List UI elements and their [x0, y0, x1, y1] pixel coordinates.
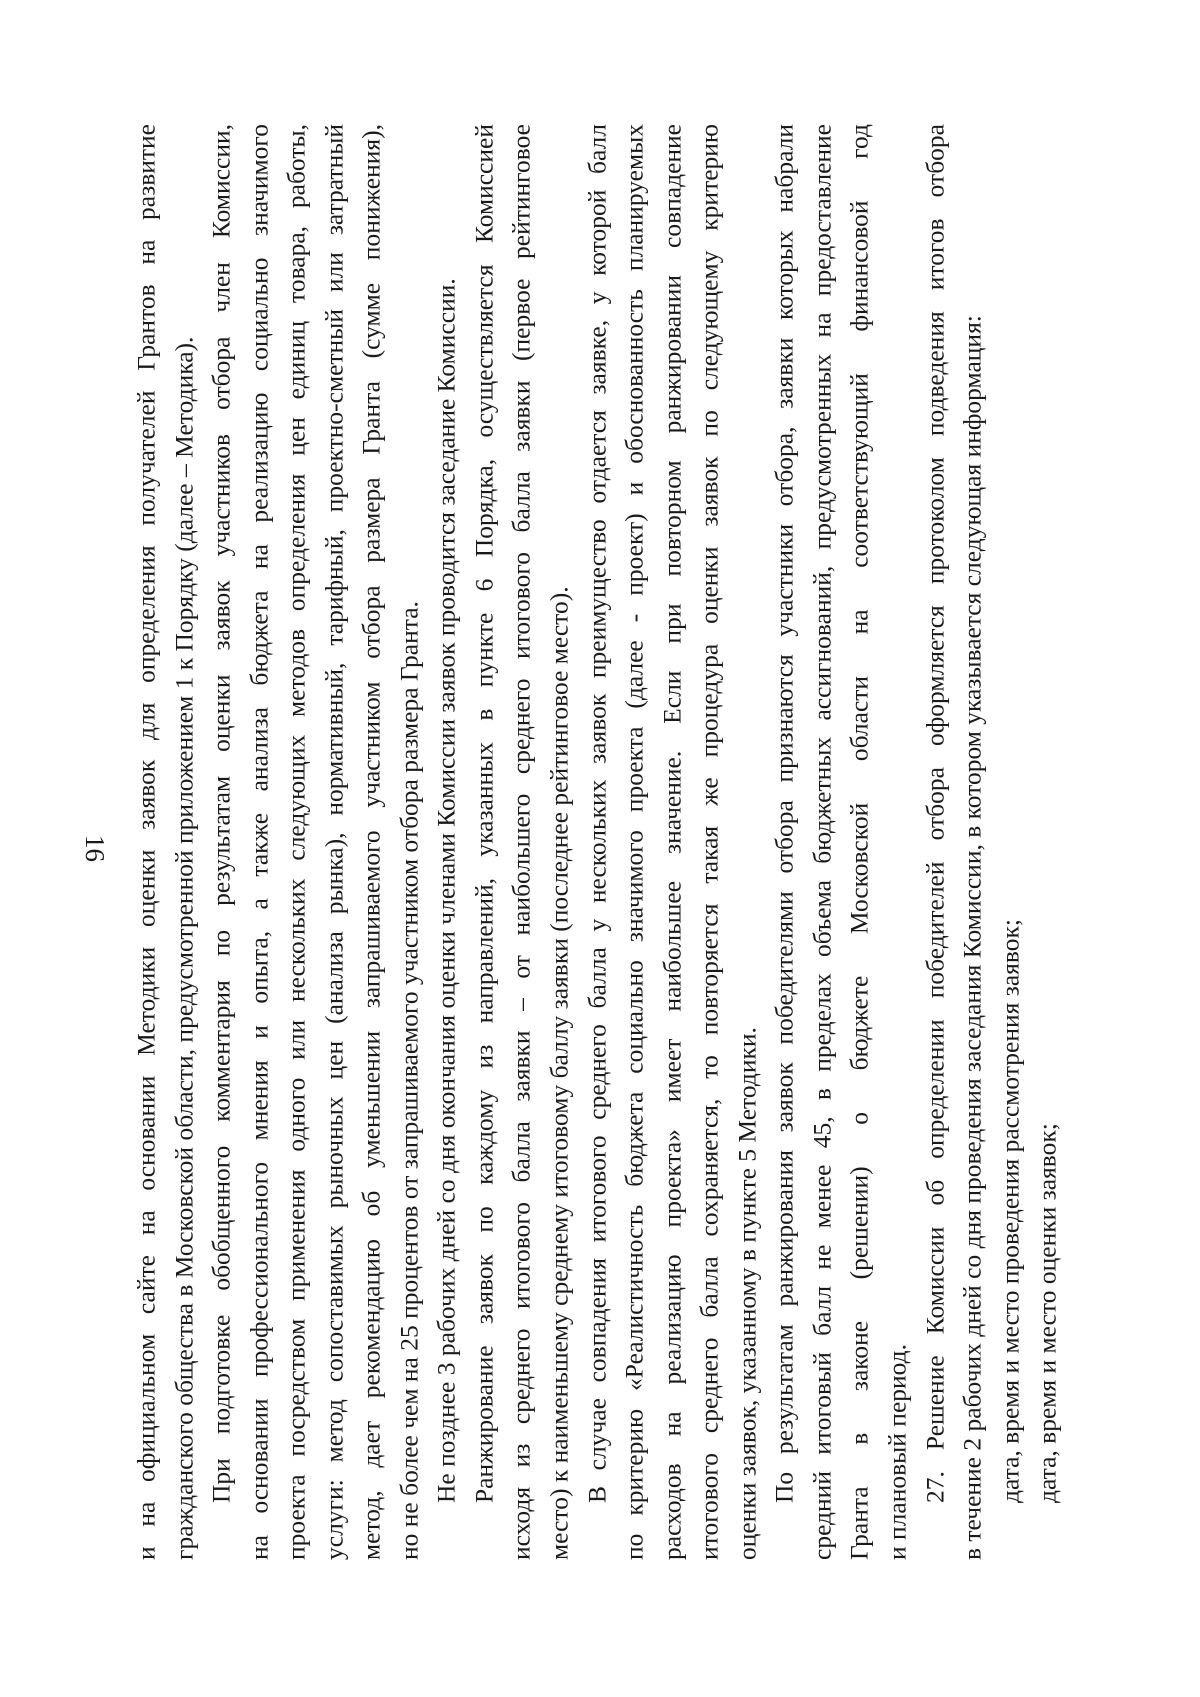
text-line: 27. Решение Комиссии об определении победителей отбора оформляется протоколом подведения итогов отбора — [919, 124, 949, 1503]
page-number: 16 — [80, 835, 110, 862]
text-line: Не позднее 3 рабочих дней со дня окончания оценки членами Комиссии заявок проводится заседание Комиссии. — [431, 278, 461, 1503]
text-line: в течение 2 рабочих дней со дня проведения заседания Комиссии, в котором указывается следующая информация: — [957, 315, 987, 1560]
text-line: по критерию «Реалистичность бюджета социально значимого проекта (далее - проект) и обоснованность планируемых — [619, 124, 649, 1560]
text-line: итогового среднего балла сохраняется, то повторяется такая же процедура оценки заявок по следующему критерию — [694, 124, 724, 1560]
text-line: исходя из среднего итогового балла заявки – от наибольшего среднего итогового балла заявки (первое рейтинговое — [506, 124, 536, 1560]
text-line: При подготовке обобщенного комментария по результатам оценки заявок участников отбора член Комиссии, — [206, 124, 236, 1503]
text-line: услуги: метод сопоставимых рыночных цен (анализа рынка), нормативный, тарифный, проектно-сметный или затратный — [319, 124, 349, 1560]
text-line: По результатам ранжирования заявок победителями отбора признаются участники отбора, заявки которых набрали — [769, 124, 799, 1503]
text-line: В случае совпадения итогового среднего балла у нескольких заявок преимущество отдается заявке, у которой балл — [582, 124, 612, 1503]
text-line: на основании профессионального мнения и опыта, а также анализа бюджета на реализацию социально значимого — [244, 124, 274, 1560]
text-line: и на официальном сайте на основании Методики оценки заявок для определения получателей Грантов на развитие — [131, 124, 161, 1560]
text-line: метод, дает рекомендацию об уменьшении запрашиваемого участником отбора размера Гранта (сумме понижения), — [356, 124, 386, 1560]
text-line: Гранта в законе (решении) о бюджете Московской области на соответствующий финансовой год — [844, 124, 874, 1560]
text-line: и плановый период. — [882, 1343, 912, 1560]
text-line: дата, время и место оценки заявок; — [1032, 1123, 1062, 1503]
text-line: средний итоговый балл не менее 45, в пределах объема бюджетных ассигнований, предусмотренных на предоставление — [807, 124, 837, 1560]
text-line: место) к наименьшему среднему итоговому баллу заявки (последнее рейтинговое место). — [544, 586, 574, 1560]
text-line: дата, время и место проведения рассмотрения заявок; — [995, 919, 1025, 1503]
text-line: гражданского общества в Московской области, предусмотренной приложением 1 к Порядку (далее – Методика). — [168, 336, 198, 1560]
text-line: но не более чем на 25 процентов от запрашиваемого участником отбора размера Гранта. — [394, 601, 424, 1560]
text-line: Ранжирование заявок по каждому из направлений, указанных в пункте 6 Порядка, осуществляется Комиссией — [469, 124, 499, 1503]
text-line: оценки заявок, указанному в пункте 5 Методики. — [732, 1027, 762, 1560]
text-line: проекта посредством применения одного или нескольких следующих методов определения цен единиц товара, работы, — [281, 124, 311, 1560]
text-line: расходов на реализацию проекта» имеет наибольшее значение. Если при повторном ранжировании совпадение — [657, 124, 687, 1560]
